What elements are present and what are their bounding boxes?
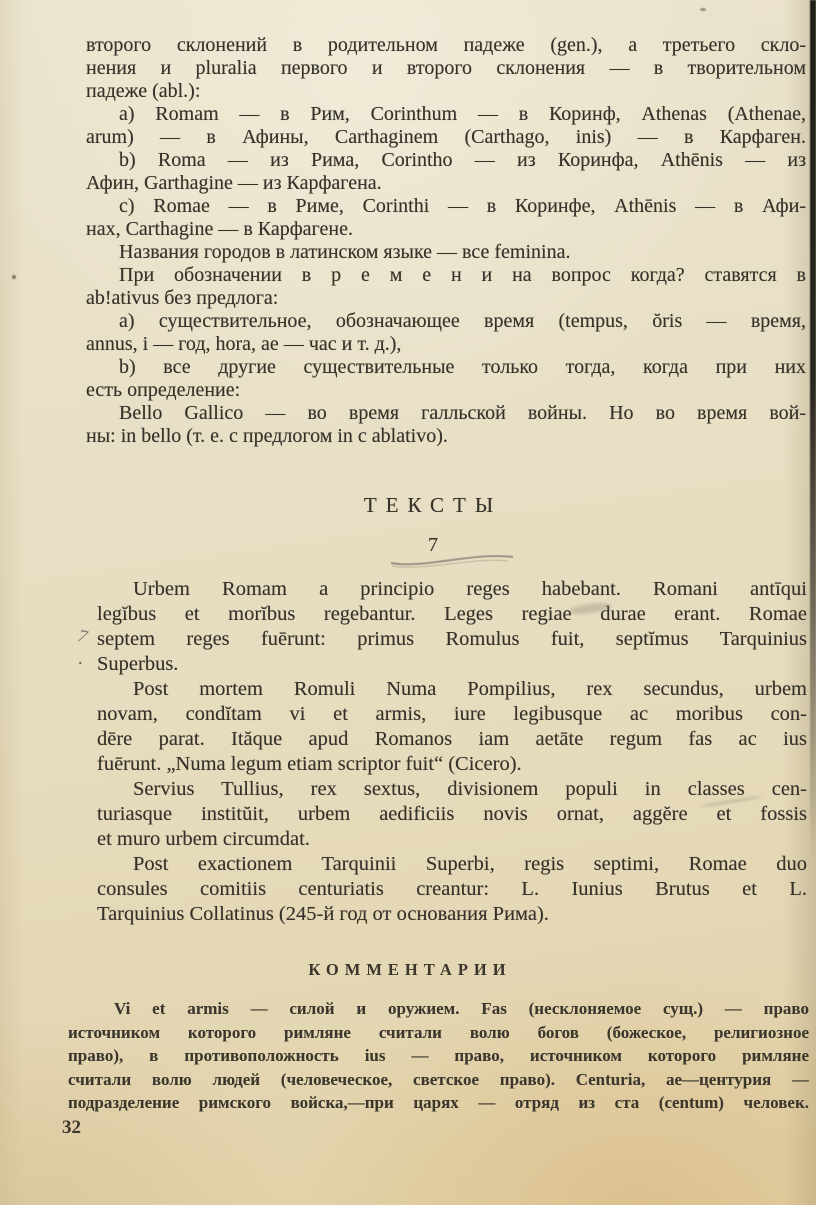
margin-pencil-number: 7 [75,625,90,647]
text-line: fuērunt. „Numa legum etiam scriptor fuit“ (Cicero). [97,753,522,775]
text-line: b) Roma — из Рима, Corintho — из Коринфа, Athēnis — из [119,149,806,171]
text-line: b) все другие существительные только тогда, когда при них [119,356,806,378]
ink-speck [12,275,16,279]
text-line: второго склонений в родительном падеже (gen.), а третьего скло- [86,34,806,56]
margin-pencil-dot: . [78,648,83,668]
text-line: При обозначении в р е м е н и на вопрос когда? ставятся в [119,264,806,286]
text-line: annus, i — год, hora, ae — час и т. д.), [86,333,402,355]
comments-heading: КОММЕНТАРИИ [308,960,512,979]
text-line: Servius Tullius, rex sextus, divisionem populi in classes cen- [133,778,807,800]
latin-text [97,577,807,927]
text-line: a) Romam — в Рим, Corinthum — в Коринф, Athenas (Athenae, [119,103,806,125]
text-line: dēre parat. Ităque apud Romanos iam aetāte regum fas ac ius [97,728,807,750]
text-line: novam, condĭtam vi et armis, iure legibusque ac moribus con- [97,703,807,725]
text-line: Названия городов в латинском языке — все feminina. [119,241,571,263]
text-line: Post mortem Romuli Numa Pompilius, rex secundus, urbem [133,678,807,700]
text-line: нения и pluralia первого и второго склонения — в творительном [86,57,806,79]
page-number: 32 [62,1117,81,1138]
text-line: arum) — в Афины, Carthaginem (Carthago, inis) — в Карфаген. [86,126,806,148]
text-line: consules comitiis centuriatis creantur: L. Iunius Brutus et L. [97,878,807,900]
text-line: считали волю людей (человеческое, светское право). Centuria, ae—центурия — [68,1069,809,1089]
text-line: turiasque institŭit, urbem aedificiis novis ornat, aggĕre et fossis [97,803,807,825]
page-edge-shadow [810,0,816,860]
text-line: ab!ativus без предлога: [86,287,279,309]
text-line: legĭbus et morĭbus regebantur. Leges regiae durae erant. Romae [97,603,807,625]
grammar-paragraphs [86,34,806,448]
text-line: Tarquinius Collatinus (245-й год от основания Рима). [97,903,549,925]
texts-section-heading: ТЕКСТЫ [363,493,503,517]
text-line: et muro urbem circumdat. [97,828,310,850]
comments-text [68,997,809,1115]
text-line: Афин, Garthagine — из Карфагена. [86,172,382,194]
text-line: Vi et armis — силой и оружием. Fas (несклоняемое сущ.) — право [114,999,809,1018]
text-line: есть определение: [86,379,241,401]
ink-speck [700,8,706,11]
text-line: a) существительное, обозначающее время (tempus, ŏris — время, [119,310,806,332]
text-line: Post exactionem Tarquinii Superbi, regis septimi, Romae duo [133,853,807,875]
text-line: подразделение римского войска,—при царях — отряд из ста (centum) человек. [68,1093,809,1112]
text-line: право), в противоположность ius — право, источником которого римляне [68,1046,809,1065]
pencil-flourish [388,548,516,572]
text-line: падеже (abl.): [86,80,201,102]
text-line: c) Romae — в Риме, Corinthi — в Коринфе, Athēnis — в Афи- [119,195,806,217]
text-line: septem reges fuērunt: primus Romulus fuit, septĭmus Tarquinius [97,628,807,650]
text-line: Superbus. [97,653,179,675]
text-line: Urbem Romam a principio reges habebant. Romani antīqui [133,578,807,600]
text-line: нах, Carthagine — в Карфагене. [86,218,353,240]
text-line: Bello Gallico — во время галльской войны. Но во время вой- [119,402,806,424]
exercise-number: 7 [428,534,438,556]
text-line: ны: in bello (т. е. с предлогом in с ablativo). [86,425,448,447]
text-line: источником которого римляне считали волю богов (божеское, религиозное [68,1022,809,1042]
